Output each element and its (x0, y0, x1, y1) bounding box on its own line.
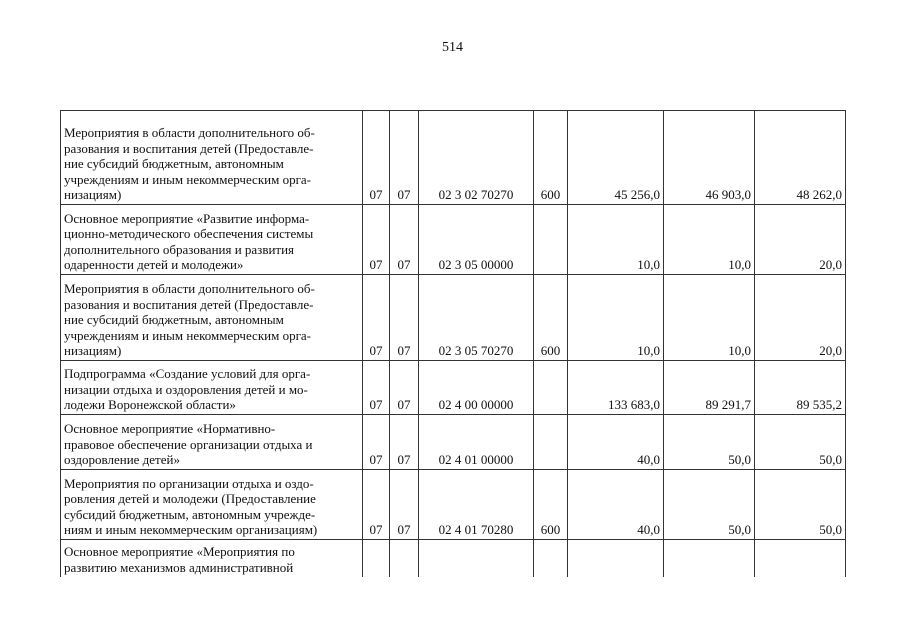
item-name-line: Мероприятия в области дополнительного об- (64, 125, 315, 141)
item-name-line: правовое обеспечение организации отдыха и (64, 436, 313, 452)
item-name-cell (61, 470, 363, 540)
section-code-cell: 07 (363, 111, 390, 205)
item-name-line: Основное мероприятие «Мероприятия по (64, 544, 295, 560)
item-name-line: одаренности детей и молодежи» (64, 257, 244, 273)
amount-year-2-cell: 89 291,7 (664, 361, 755, 415)
section-code-cell (363, 540, 390, 577)
item-name-cell (61, 415, 363, 470)
item-name-line: лодежи Воронежской области» (64, 397, 236, 413)
amount-year-3-cell (755, 540, 846, 577)
target-article-cell: 02 3 05 70270 (419, 275, 534, 361)
expense-type-cell (534, 540, 568, 577)
item-name-line: учреждениям и иным некоммерческим орга- (64, 171, 311, 187)
item-name-line: развитию механизмов административной (64, 559, 294, 575)
item-name-cell (61, 205, 363, 275)
item-name-line: Основное мероприятие «Нормативно- (64, 421, 276, 437)
amount-year-2-cell: 10,0 (664, 275, 755, 361)
item-name-line: низациям) (64, 343, 122, 359)
table-row (61, 540, 846, 577)
item-name-line: ровления детей и молодежи (Предоставление (64, 491, 316, 507)
item-name-line: учреждениям и иным некоммерческим орга- (64, 327, 311, 343)
section-code-cell: 07 (363, 275, 390, 361)
item-name-line: низациям) (64, 187, 122, 203)
item-name-line: ние субсидий бюджетным, автономным (64, 156, 284, 172)
table-row (61, 361, 846, 415)
item-name-line: разования и воспитания детей (Предоставле- (64, 296, 314, 312)
item-name-line: ниям и иным некоммерческим организациям) (64, 522, 318, 538)
item-name-line: разования и воспитания детей (Предоставле- (64, 140, 314, 156)
subsection-code-cell (390, 540, 419, 577)
amount-year-2-cell (664, 540, 755, 577)
table-row (61, 470, 846, 540)
item-name-line: оздоровление детей» (64, 452, 180, 468)
subsection-code-cell: 07 (390, 361, 419, 415)
amount-year-1-cell: 40,0 (568, 415, 664, 470)
table-row (61, 415, 846, 470)
amount-year-2-cell: 10,0 (664, 205, 755, 275)
subsection-code-cell: 07 (390, 415, 419, 470)
item-name-cell (61, 361, 363, 415)
amount-year-1-cell: 10,0 (568, 205, 664, 275)
amount-year-2-cell: 50,0 (664, 415, 755, 470)
target-article-cell: 02 4 00 00000 (419, 361, 534, 415)
item-name-line: субсидий бюджетным, автономным учрежде- (64, 506, 316, 522)
amount-year-2-cell: 46 903,0 (664, 111, 755, 205)
item-name-line: ние субсидий бюджетным, автономным (64, 312, 284, 328)
amount-year-1-cell (568, 540, 664, 577)
table-body (61, 111, 846, 577)
section-code-cell: 07 (363, 361, 390, 415)
item-name-line: Подпрограмма «Создание условий для орга- (64, 366, 311, 382)
section-code-cell: 07 (363, 470, 390, 540)
item-name-line: Основное мероприятие «Развитие информа- (64, 210, 310, 226)
subsection-code-cell: 07 (390, 470, 419, 540)
item-name-line: низации отдыха и оздоровления детей и мо- (64, 381, 308, 397)
subsection-code-cell: 07 (390, 205, 419, 275)
amount-year-1-cell: 133 683,0 (568, 361, 664, 415)
expense-type-cell: 600 (534, 275, 568, 361)
item-name-line: Мероприятия по организации отдыха и оздо- (64, 475, 314, 491)
amount-year-2-cell: 50,0 (664, 470, 755, 540)
target-article-cell: 02 3 02 70270 (419, 111, 534, 205)
expense-type-cell (534, 415, 568, 470)
amount-year-3-cell: 48 262,0 (755, 111, 846, 205)
item-name-line: Мероприятия в области дополнительного об- (64, 281, 315, 297)
subsection-code-cell: 07 (390, 111, 419, 205)
target-article-cell: 02 4 01 70280 (419, 470, 534, 540)
amount-year-3-cell: 20,0 (755, 275, 846, 361)
amount-year-3-cell: 20,0 (755, 205, 846, 275)
item-name-cell (61, 275, 363, 361)
item-name-cell (61, 111, 363, 205)
budget-table (60, 110, 846, 577)
subsection-code-cell: 07 (390, 275, 419, 361)
amount-year-3-cell: 50,0 (755, 415, 846, 470)
table-row (61, 275, 846, 361)
table-row (61, 205, 846, 275)
expense-type-cell: 600 (534, 470, 568, 540)
target-article-cell: 02 3 05 00000 (419, 205, 534, 275)
expense-type-cell: 600 (534, 111, 568, 205)
item-name-cell (61, 540, 363, 577)
amount-year-1-cell: 45 256,0 (568, 111, 664, 205)
table-row (61, 111, 846, 205)
amount-year-3-cell: 50,0 (755, 470, 846, 540)
amount-year-1-cell: 40,0 (568, 470, 664, 540)
page-number: 514 (442, 40, 463, 55)
item-name-line: ционно-методического обеспечения системы (64, 226, 314, 242)
section-code-cell: 07 (363, 415, 390, 470)
target-article-cell: 02 4 01 00000 (419, 415, 534, 470)
expense-type-cell (534, 361, 568, 415)
section-code-cell: 07 (363, 205, 390, 275)
expense-type-cell (534, 205, 568, 275)
amount-year-3-cell: 89 535,2 (755, 361, 846, 415)
target-article-cell (419, 540, 534, 577)
amount-year-1-cell: 10,0 (568, 275, 664, 361)
item-name-line: дополнительного образования и развития (64, 241, 295, 257)
